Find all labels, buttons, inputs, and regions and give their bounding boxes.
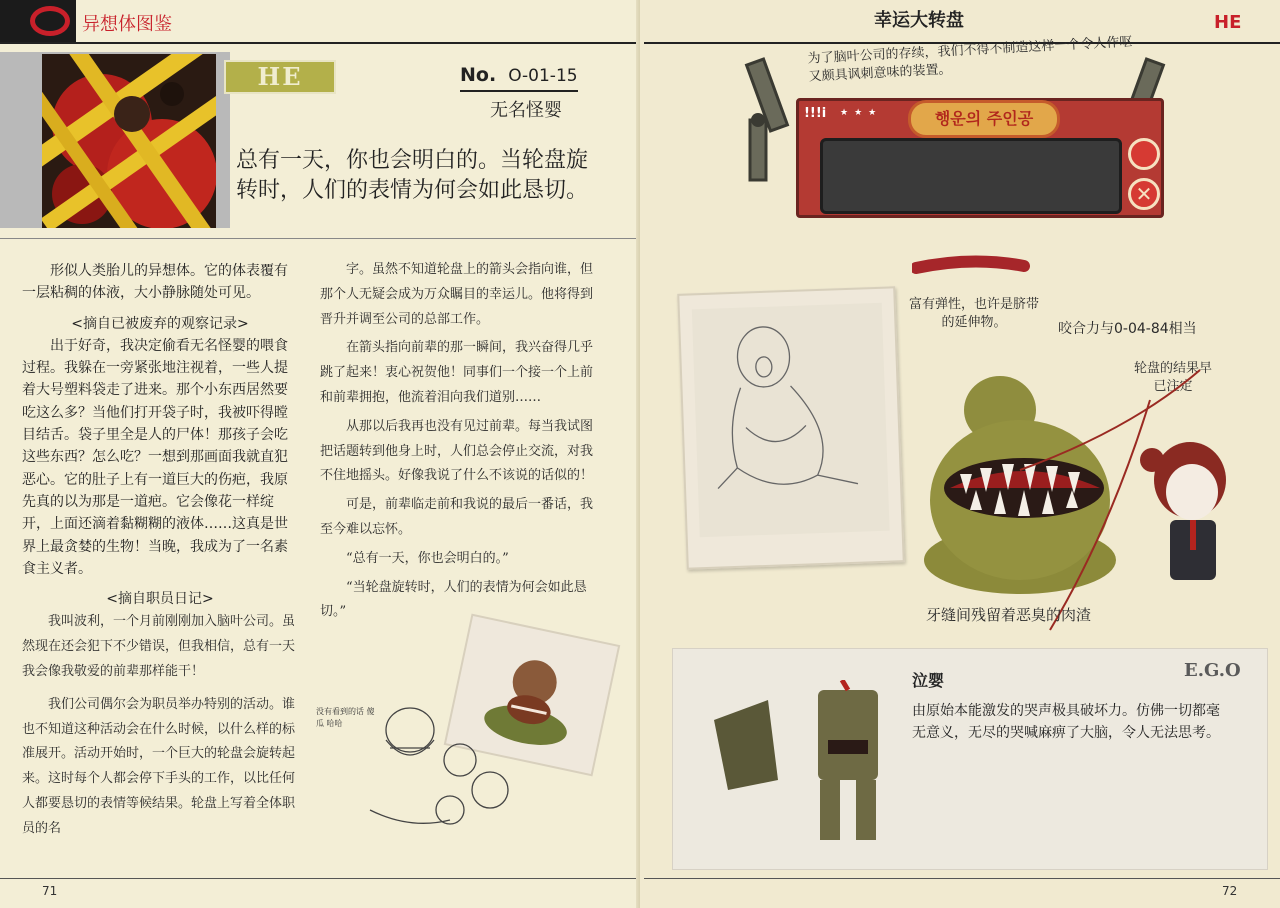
confirm-circle-icon (1128, 138, 1160, 170)
machine-screen (820, 138, 1122, 214)
baby-sketch-polaroid (677, 286, 904, 569)
risk-level-badge: HE (224, 60, 336, 94)
diary-quote-1: “总有一天，你也会明白的。” (346, 550, 509, 566)
bite-force-note: 咬合力与0-04-84相当 (1058, 321, 1197, 337)
section-title: 异想体图鉴 (82, 14, 172, 35)
machine-stars: ★★★ (840, 108, 883, 118)
ego-name: 泣婴 (912, 671, 945, 690)
observation-paragraph: 出于好奇，我决定偷看无名怪婴的喂食过程。我躲在一旁紧张地注视着，一些人提着大号塑料袋走了进来。那个小东西居然要吃这么多？当他们打开袋子时，我被吓得瞠目结舌。袋子里全是人的尸体！那孩子会吃这些东西？怎么吃？一想到那画面我就直犯恶心。它的肚子上有一道巨大的伤疤，我原先真的以为那是一道疤。它会像花一样绽开，上面还滴着黏糊糊的液体……这真是世界上最贪婪的生物！当晚，我成为了一名素食主义者。 (22, 337, 288, 577)
section-heading-diary: <摘自职员日记> (106, 591, 214, 608)
teeth-note: 牙缝间残留着恶臭的肉渣 (926, 606, 1092, 624)
risk-level-label: HE (1214, 12, 1242, 33)
red-string-line (1010, 300, 1230, 640)
machine-nameplate: 행운의 주인공 (908, 100, 1060, 138)
abnormality-name: 无名怪婴 (490, 100, 562, 121)
ring-icon (30, 6, 70, 36)
section-heading-observation: <摘自已被废弃的观察记录> (71, 315, 249, 332)
ego-label: E.G.O (1184, 660, 1241, 681)
baby-sketch (692, 303, 890, 537)
diary-quote-2: “当轮盘旋转时，人们的表情为何会如此恳切。” (320, 579, 587, 620)
abnormality-code: O-01-15 (508, 66, 578, 86)
text-column-1 (22, 260, 298, 842)
text-column-2 (320, 258, 598, 629)
machine-left-label: !!!i (804, 106, 827, 121)
ego-description: 由原始本能激发的哭声极具破坏力。仿佛一切都毫无意义，无尽的哭喊麻痹了大脑，令人无法思考。 (912, 703, 1220, 741)
header-divider (0, 238, 640, 239)
abnormality-photo (42, 54, 216, 228)
diary-paragraph-6: 可是，前辈临走前和我说的最后一番话，我至今难以忘怀。 (320, 497, 594, 537)
footer-line (0, 878, 640, 879)
equipment-title: 幸运大转盘 (874, 10, 964, 31)
number-underline (460, 90, 578, 92)
diary-paragraph-3: 字。虽然不知道轮盘上的箭头会指向谁，但那个人无疑会成为万众瞩目的幸运儿。他将得到晋升并调至公司的总部工作。 (320, 262, 594, 327)
diary-paragraph-5: 从那以后我再也没有见过前辈。每当我试图把话题转到他身上时，人们总会停止交流，对我不住地摇头。好像我说了什么不该说的话似的！ (320, 418, 594, 484)
abnormality-number: No. O-01-15 (460, 64, 578, 86)
creature-sketch (350, 690, 530, 840)
ego-armor-illustration (708, 680, 898, 850)
close-x-icon: ✕ (1128, 178, 1160, 210)
footer-line-right (644, 878, 1280, 879)
page-number-right: 72 (1222, 884, 1238, 898)
wheel-result-note: 轮盘的结果早已注定 (1133, 361, 1212, 394)
cord-note: 富有弹性，也许是脐带的延伸物。 (908, 297, 1039, 330)
abnormality-quote: 总有一天，你也会明白的。当轮盘旋转时，人们的表情为何会如此恳切。 (236, 148, 589, 203)
sketch-note: 没有看到的话 傻瓜 哈哈 (316, 707, 375, 728)
diary-paragraph-1: 我叫波利，一个月前刚刚加入脑叶公司。虽然现在还会犯下不少错误，但我相信，总有一天我会像我敬爱的前辈那样能干！ (22, 614, 296, 680)
description-paragraph: 形似人类胎儿的异想体。它的体表覆有一层粘稠的体液，大小静脉随处可见。 (22, 263, 288, 302)
left-header-bar (0, 0, 640, 44)
machine-note: 为了脑叶公司的存续，我们不得不制造这样一个令人作呕又颇具讽刺意味的装置。 (807, 34, 1133, 85)
cord-illustration (912, 254, 1032, 284)
page-number-left: 71 (42, 884, 58, 898)
diary-paragraph-4: 在箭头指向前辈的那一瞬间，我兴奋得几乎跳了起来！衷心祝贺他！同事们一个接一个上前和前辈拥抱，他流着泪向我们道别…… (320, 340, 594, 405)
diary-paragraph-2: 我们公司偶尔会为职员举办特别的活动。谁也不知道这种活动会在什么时候，以什么样的标准展开。活动开始时，一个巨大的轮盘会旋转起来。这时每个人都会停下手头的工作，以比任何人都要恳切的表情等候结果。轮盘上写着全体职员的名 (22, 696, 296, 836)
